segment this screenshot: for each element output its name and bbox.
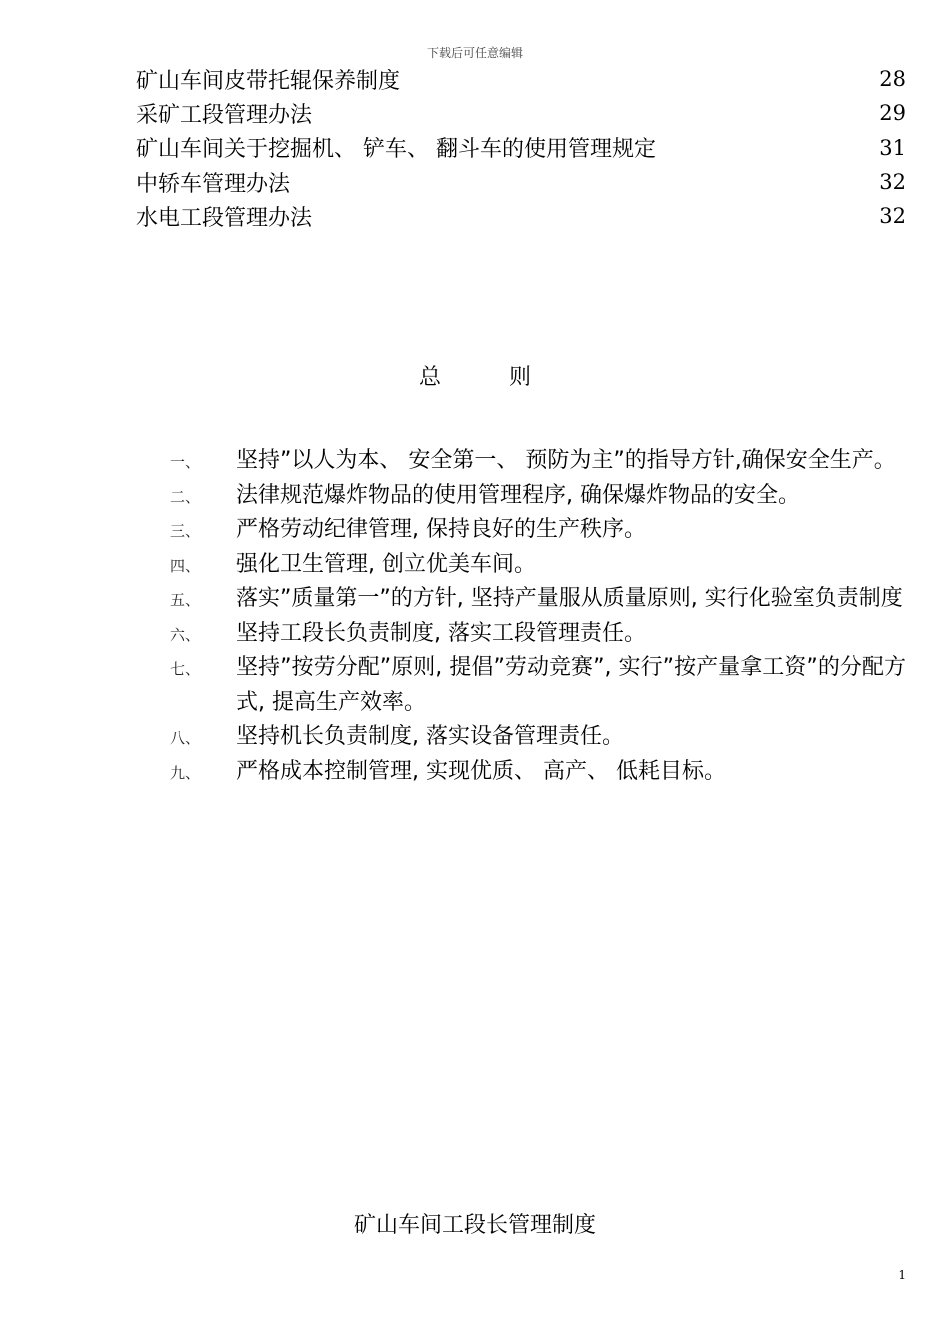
toc-entry-title: 水电工段管理办法 xyxy=(136,205,313,231)
list-item xyxy=(170,720,906,755)
list-item-text: 法律规范爆炸物品的使用管理程序, 确保爆炸物品的安全。 xyxy=(236,482,800,508)
toc-entry-title: 采矿工段管理办法 xyxy=(136,102,313,128)
list-item-text: 严格成本控制管理, 实现优质、 高产、 低耗目标。 xyxy=(236,758,726,784)
list-item-text: 坚持机长负责制度, 落实设备管理责任。 xyxy=(236,724,624,749)
list-item-marker: 三、 xyxy=(170,522,201,540)
toc-entry-page: 31 xyxy=(879,135,906,160)
toc-entry[interactable] xyxy=(136,131,906,165)
list-item-text: 强化卫生管理, 创立优美车间。 xyxy=(236,551,536,577)
list-item xyxy=(170,444,906,479)
chapter-title: 矿山车间工段长管理制度 xyxy=(353,1213,596,1238)
section-title: 总则 xyxy=(418,365,599,390)
list-item-marker: 四、 xyxy=(170,556,201,575)
table-of-contents xyxy=(136,62,906,233)
list-item xyxy=(170,548,906,583)
principles-list xyxy=(170,444,906,789)
list-item-text: 严格劳动纪律管理, 保持良好的生产秩序。 xyxy=(236,517,646,542)
list-item-text: 坚持工段长负责制度, 落实工段管理责任。 xyxy=(236,620,646,646)
toc-entry-page: 32 xyxy=(879,170,906,195)
list-item-text: 坚持”按劳分配”原则, 提倡”劳动竞赛”, 实行”按产量拿工资”的分配方式, 提高生产效率。 xyxy=(236,655,906,715)
page-number: 1 xyxy=(898,1268,906,1282)
list-item xyxy=(170,513,906,548)
toc-entry-title: 中轿车管理办法 xyxy=(136,171,291,197)
toc-entry-page: 28 xyxy=(879,67,906,92)
toc-entry-page: 32 xyxy=(879,204,906,229)
list-item xyxy=(170,479,906,514)
list-item-marker: 一、 xyxy=(170,453,201,471)
list-item-marker: 五、 xyxy=(170,591,201,609)
list-item xyxy=(170,617,906,652)
toc-entry-title: 矿山车间关于挖掘机、 铲车、 翻斗车的使用管理规定 xyxy=(136,137,656,163)
toc-entry[interactable] xyxy=(136,165,906,199)
header-note: 下载后可任意编辑 xyxy=(426,46,523,60)
toc-entry-title: 矿山车间皮带托辊保养制度 xyxy=(136,68,401,94)
list-item-text: 坚持”以人为本、 安全第一、 预防为主”的指导方针,确保安全生产。 xyxy=(236,448,896,473)
list-item-marker: 七、 xyxy=(170,660,201,678)
list-item-text: 落实”质量第一”的方针, 坚持产量服从质量原则, 实行化验室负责制度 xyxy=(236,586,903,611)
list-item-marker: 八、 xyxy=(170,729,201,747)
list-item xyxy=(170,755,906,790)
toc-entry[interactable] xyxy=(136,96,906,130)
list-item-marker: 九、 xyxy=(170,763,201,782)
toc-entry-page: 29 xyxy=(879,101,906,126)
toc-entry[interactable] xyxy=(136,62,906,96)
list-item xyxy=(170,582,906,617)
list-item xyxy=(170,651,906,720)
list-item-marker: 六、 xyxy=(170,625,201,644)
toc-entry[interactable] xyxy=(136,199,906,233)
list-item-marker: 二、 xyxy=(170,487,201,506)
